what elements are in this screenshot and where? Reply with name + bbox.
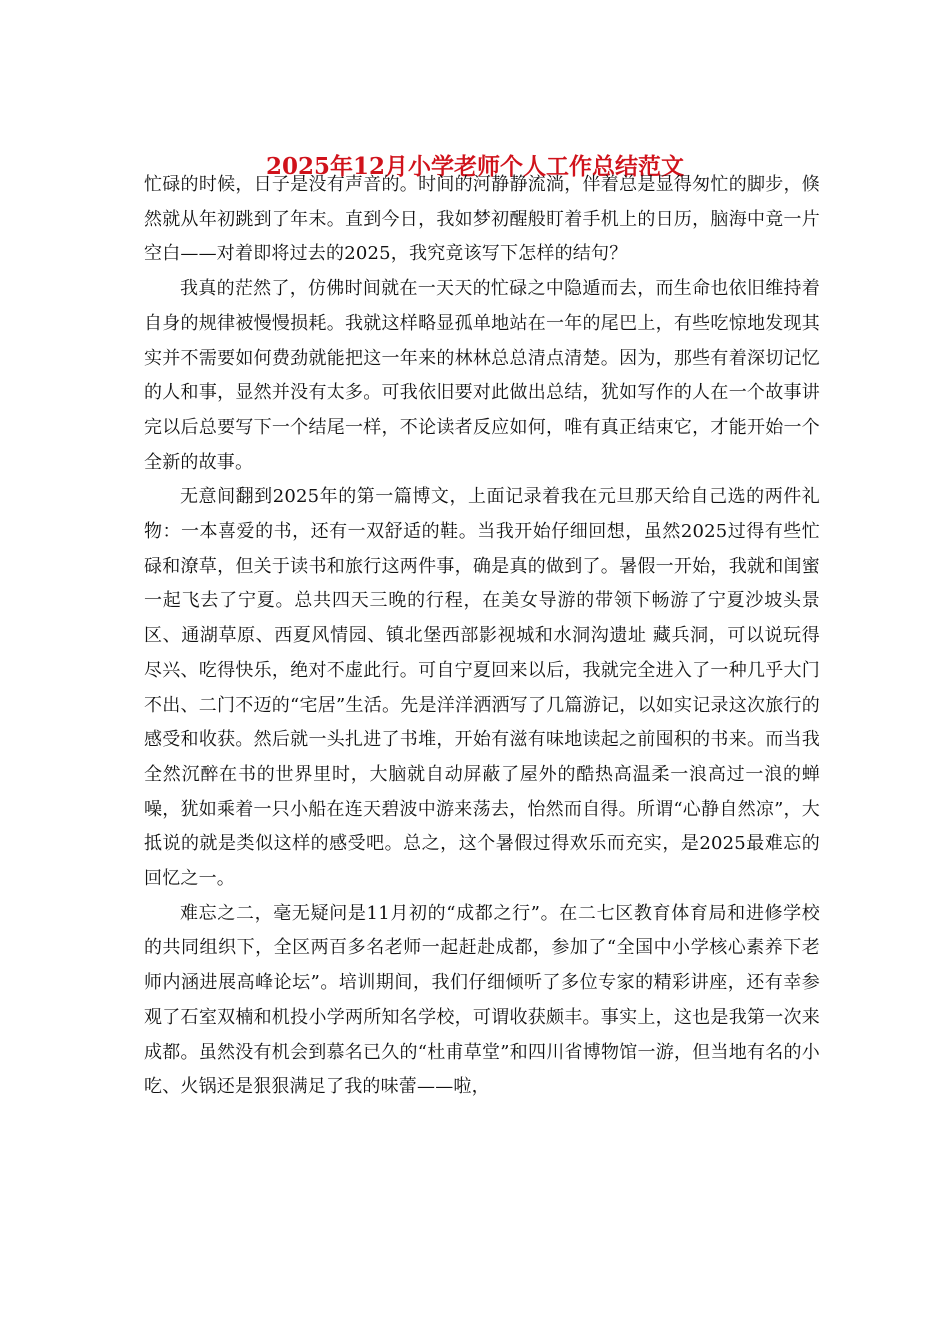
paragraph-1: 忙碌的时候，日子是没有声音的。时间的河静静流淌，伴着总是显得匆忙的脚步，倏然就从年初跳到了年末。直到今日，我如梦初醒般盯着手机上的日历，脑海中竟一片空白——对着即将过去的2025，我究竟该写下怎样的结句？ bbox=[144, 174, 820, 265]
document-title: 2025年12月小学老师个人工作总结范文 bbox=[265, 153, 685, 180]
paragraph-3: 无意间翻到2025年的第一篇博文，上面记录着我在元旦那天给自己选的两件礼物：一本喜爱的书，还有一双舒适的鞋。当我开始仔细回想，虽然2025过得有些忙碌和潦草，但关于读书和旅行这两件事，确是真的做到了。暑假一开始，我就和闺蜜一起飞去了宁夏。总共四天三晚的行程，在美女导游的带领下畅游了宁夏沙坡头景区、通湖草原、西夏风情园、镇北堡西部影视城和水洞沟遗址 藏兵洞，可以说玩得尽兴、吃得快乐，绝对不虚此行。可自宁夏回来以后，我就完全进入了一种几乎大门不出、二门不迈的“宅居”生活。先是洋洋洒洒写了几篇游记，以如实记录这次旅行的感受和收获。然后就一头扎进了书堆，开始有滋有味地读起之前囤积的书来。而当我全然沉醉在书的世界里时，大脑就自动屏蔽了屋外的酷热高温柔一浪高过一浪的蝉噪，犹如乘着一只小船在连天碧波中游来荡去，怡然而自得。所谓“心静自然凉”，大抵说的就是类似这样的感受吧。总之，这个暑假过得欢乐而充实，是2025最难忘的回忆之一。 bbox=[144, 486, 820, 890]
paragraph-4: 难忘之二，毫无疑问是11月初的“成都之行”。在二七区教育体育局和进修学校的共同组织下，全区两百多名老师一起赶赴成都，参加了“全国中小学核心素养下老师内涵进展高峰论坛”。培训期间，我们仔细倾听了多位专家的精彩讲座，还有幸参观了石室双楠和机投小学两所知名学校，可谓收获颇丰。事实上，这也是我第一次来成都。虽然没有机会到慕名已久的“杜甫草堂”和四川省博物馆一游，但当地有名的小吃、火锅还是狠狠满足了我的味蕾——啦， bbox=[144, 902, 820, 1098]
paragraph-2: 我真的茫然了，仿佛时间就在一天天的忙碌之中隐遁而去，而生命也依旧维持着自身的规律被慢慢损耗。我就这样略显孤单地站在一年的尾巴上，有些吃惊地发现其实并不需要如何费劲就能把这一年来的林林总总清点清楚。因为，那些有着深切记忆的人和事，显然并没有太多。可我依旧要对此做出总结，犹如写作的人在一个故事讲完以后总要写下一个结尾一样，不论读者反应如何，唯有真正结束它，才能开始一个全新的故事。 bbox=[144, 278, 820, 473]
document-body bbox=[144, 168, 820, 1105]
